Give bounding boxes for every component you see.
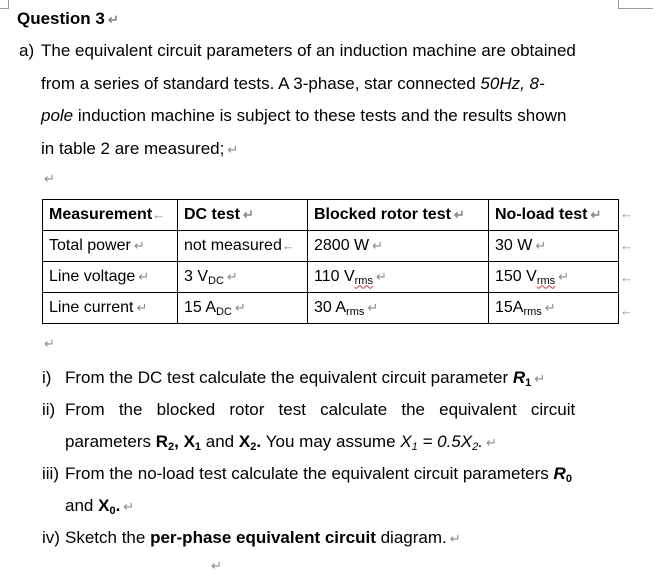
row-label-line-voltage: Line voltage ↵ xyxy=(43,262,178,293)
question-ii-line-2: parameters $R_2$, $X_1$ and $X_2$. You may assume $X_1 = 0.5X_2$. ↵ xyxy=(65,432,497,453)
part-a-line-3 xyxy=(41,99,566,132)
part-a-line-3-text: induction machine is subject to these tests and the results shown xyxy=(73,106,567,125)
question-i: From the DC test calculate the equivalent circuit parameter $R_1$ ↵ xyxy=(65,368,546,389)
cell-mark-icon: ↵ xyxy=(138,269,150,284)
empty-paragraph xyxy=(208,557,222,575)
cell-mark-icon: ↵ xyxy=(243,207,254,222)
cell-mark-icon: ↵ xyxy=(226,268,238,284)
cell-mark-icon: ↵ xyxy=(544,299,556,315)
paragraph-mark-icon: ↵ xyxy=(534,371,546,386)
row-end-mark-icon: ← xyxy=(620,303,633,318)
table-row xyxy=(43,231,619,262)
paragraph-mark-icon: ↵ xyxy=(123,499,135,514)
part-a-line-1 xyxy=(41,34,576,67)
row-end-mark-icon: ← xyxy=(620,206,633,221)
question-iii-line-2: and $X_0$. ↵ xyxy=(65,496,135,517)
part-a-label xyxy=(19,34,34,67)
cell-dc-total-power: not measured← xyxy=(178,231,308,262)
paragraph-mark-icon: ↵ xyxy=(44,171,55,186)
paragraph-mark-icon: ↵ xyxy=(485,435,497,450)
header-blocked-rotor-test: Blocked rotor test ↵ xyxy=(308,200,489,231)
part-a-line-1-text: The equivalent circuit parameters of an induction machine are obtained xyxy=(41,41,576,60)
part-a-line-3-italic: pole xyxy=(41,106,74,125)
question-ii-number: ii) xyxy=(42,400,56,419)
cell-mark-icon: ↵ xyxy=(535,238,547,253)
header-measurement: Measurement← xyxy=(43,200,178,231)
cell-blocked-line-current: 30 $A_{rms}$ ↵ xyxy=(308,293,489,324)
empty-paragraph xyxy=(41,170,55,188)
question-i-number: i) xyxy=(42,368,52,387)
cell-dc-line-current: 15 $A_{DC}$ ↵ xyxy=(178,293,308,324)
paragraph-mark-icon: ↵ xyxy=(227,142,239,157)
header-dc-test: DC test ↵ xyxy=(178,200,308,231)
part-a-line-4 xyxy=(41,132,238,166)
cell-noload-total-power: 30 W ↵ xyxy=(489,231,619,262)
question-iii-line-1: From the no-load test calculate the equivalent circuit parameters $R_0$ xyxy=(65,464,572,485)
table-row xyxy=(43,293,619,324)
cell-mark-icon: ↵ xyxy=(372,238,384,253)
cell-mark-icon: ↵ xyxy=(234,299,246,315)
question-heading xyxy=(17,9,119,29)
row-label-total-power: Total power ↵ xyxy=(43,231,178,262)
paragraph-mark-icon: ↵ xyxy=(44,336,55,351)
question-ii-line-1: From the blocked rotor test calculate the equivalent circuit xyxy=(65,400,576,419)
question-iii-number: iii) xyxy=(42,464,59,483)
part-a-label-text: a) xyxy=(19,41,35,60)
part-a-line-2 xyxy=(41,67,545,100)
part-a-line-2-italic: 50Hz, 8- xyxy=(480,74,545,93)
cell-mark-icon: ← xyxy=(152,207,166,222)
paragraph-mark-icon: ↵ xyxy=(107,12,119,27)
cell-mark-icon: ↵ xyxy=(136,300,148,315)
cell-dc-line-voltage: 3 $V_{DC}$ ↵ xyxy=(178,262,308,293)
cell-mark-icon: ← xyxy=(281,238,295,253)
header-no-load-test: No-load test ↵ xyxy=(489,200,619,231)
paragraph-mark-icon: ↵ xyxy=(449,531,461,546)
cell-mark-icon: ↵ xyxy=(133,238,145,253)
cell-blocked-total-power: 2800 W ↵ xyxy=(308,231,489,262)
question-iv: Sketch the per-phase equivalent circuit diagram. ↵ xyxy=(65,528,461,547)
test-results-table xyxy=(42,199,619,324)
question-iv-number: iv) xyxy=(42,528,60,547)
row-label-line-current: Line current ↵ xyxy=(43,293,178,324)
heading-text: Question 3 xyxy=(17,9,105,28)
part-a-line-4-text: in table 2 are measured; xyxy=(41,139,225,158)
cell-noload-line-voltage: 150 $V_{rms}$ ↵ xyxy=(489,262,619,293)
table-row xyxy=(43,262,619,293)
cell-mark-icon: ↵ xyxy=(453,207,465,222)
cell-noload-line-current: $15A_{rms}$ ↵ xyxy=(489,293,619,324)
cell-blocked-line-voltage: 110 $V_{rms}$ ↵ xyxy=(308,262,489,293)
cell-mark-icon: ↵ xyxy=(558,268,570,284)
row-end-mark-icon: ← xyxy=(620,270,633,285)
page-corner-mark-right xyxy=(618,0,653,9)
page-corner-mark-left xyxy=(0,0,9,9)
cell-mark-icon: ↵ xyxy=(375,268,387,284)
cell-mark-icon: ↵ xyxy=(590,207,602,222)
part-a-line-2-text: from a series of standard tests. A 3-phase, star connected xyxy=(41,74,481,93)
empty-paragraph xyxy=(41,335,55,353)
table-header-row xyxy=(43,200,619,231)
cell-mark-icon: ↵ xyxy=(367,299,379,315)
paragraph-mark-icon: ↵ xyxy=(211,558,222,573)
row-end-mark-icon: ← xyxy=(620,238,633,253)
